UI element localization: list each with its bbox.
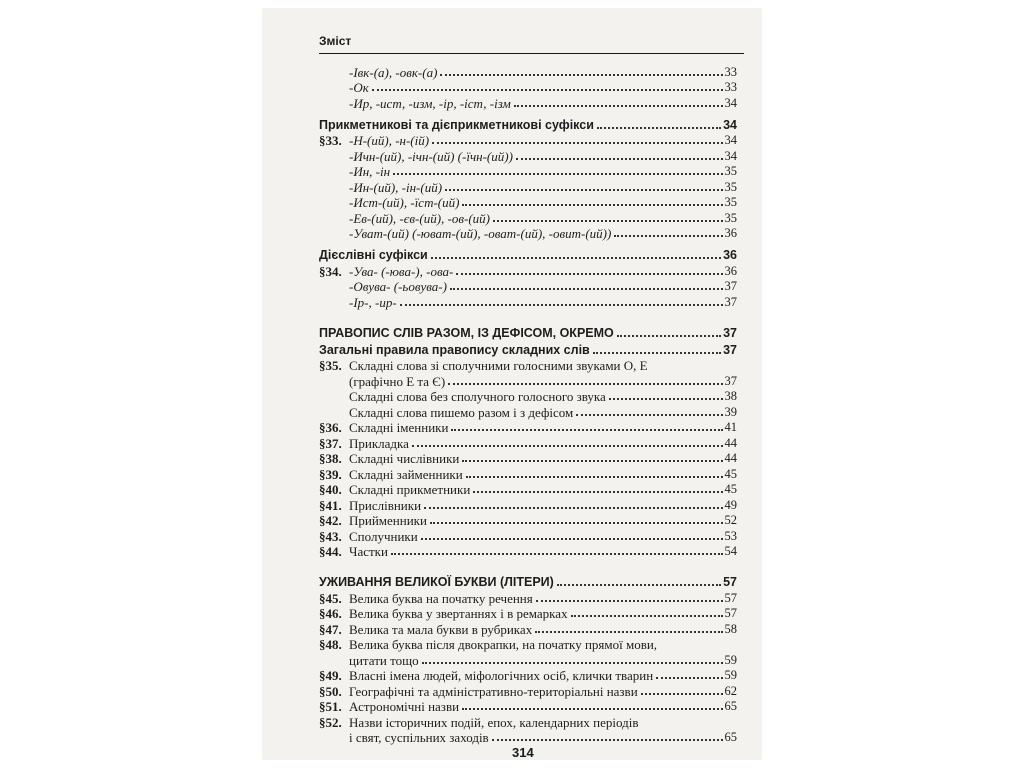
toc-paragraph-number: §40. bbox=[319, 482, 342, 497]
toc-page: 37 bbox=[724, 279, 737, 293]
toc-entry-label: Назви історичних подій, епох, календарних періодів bbox=[349, 714, 639, 730]
toc-entry-label: -Ува- (-юва-), -ова- bbox=[349, 263, 454, 279]
toc-entry-35-line2[interactable] bbox=[319, 373, 737, 389]
toc-paragraph-number: §47. bbox=[319, 621, 342, 637]
toc-entry-label: Велика буква після двокрапки, на початку прямої мови, bbox=[349, 637, 658, 652]
toc-heading-adjective-suffixes[interactable] bbox=[319, 116, 737, 133]
toc-entry[interactable] bbox=[319, 497, 737, 513]
toc-entry-label: Велика буква у звертаннях і в ремарках bbox=[349, 606, 568, 621]
leader-dots bbox=[656, 677, 722, 679]
toc-section-capital-letter[interactable] bbox=[319, 573, 737, 590]
toc-entry-label: і свят, суспільних заходів bbox=[349, 730, 489, 745]
leader-dots bbox=[440, 74, 722, 76]
toc-page: 58 bbox=[724, 621, 737, 636]
leader-dots bbox=[576, 414, 722, 416]
leader-dots bbox=[430, 522, 723, 524]
toc-entry[interactable] bbox=[319, 451, 737, 467]
toc-paragraph-number: §36. bbox=[319, 420, 342, 435]
leader-dots bbox=[617, 335, 721, 337]
toc-page: 35 bbox=[724, 195, 737, 209]
book-page bbox=[262, 8, 762, 760]
toc-entry[interactable] bbox=[319, 699, 737, 715]
toc-entry[interactable] bbox=[319, 210, 737, 226]
toc-entry-label: Складні слова без сполучного голосного звука bbox=[349, 389, 606, 404]
toc-page: 36 bbox=[724, 263, 737, 278]
toc-heading-label: Дієслівні суфікси bbox=[319, 248, 428, 262]
toc-page: 36 bbox=[723, 248, 737, 262]
page-number: 314 bbox=[512, 745, 534, 760]
toc-page: 62 bbox=[724, 683, 737, 698]
toc-page: 57 bbox=[724, 590, 737, 605]
toc-entry[interactable] bbox=[319, 95, 737, 111]
leader-dots bbox=[422, 662, 723, 664]
toc-entry[interactable] bbox=[319, 435, 737, 451]
toc-entry-label: -Ир, -ист, -изм, -ір, -іст, -ізм bbox=[349, 95, 511, 111]
toc-entry-label: -Н-(ий), -н-(ій) bbox=[349, 133, 430, 148]
toc-page: 34 bbox=[724, 148, 737, 163]
leader-dots bbox=[451, 429, 722, 431]
toc-page: 59 bbox=[724, 652, 737, 667]
toc-page: 37 bbox=[724, 373, 737, 388]
leader-dots bbox=[614, 235, 722, 237]
toc-paragraph-number: §43. bbox=[319, 528, 342, 544]
toc-group-capital-a bbox=[319, 590, 737, 637]
leader-dots bbox=[412, 445, 723, 447]
toc-paragraph-number: §33. bbox=[319, 133, 342, 148]
leader-dots bbox=[462, 204, 722, 206]
toc-page: 53 bbox=[724, 528, 737, 543]
toc-entry-52-line1[interactable] bbox=[319, 714, 737, 730]
leader-dots bbox=[557, 584, 721, 586]
leader-dots bbox=[536, 600, 723, 602]
toc-page: 52 bbox=[724, 513, 737, 527]
toc-entry[interactable] bbox=[319, 606, 737, 622]
leader-dots bbox=[641, 693, 723, 695]
leader-dots bbox=[424, 507, 722, 509]
leader-dots bbox=[448, 383, 722, 385]
leader-dots bbox=[393, 173, 722, 175]
toc-page: 35 bbox=[724, 179, 737, 194]
toc-group-verb bbox=[319, 263, 737, 310]
toc-entry-label: -Ев-(ий), -єв-(ий), -ов-(ий) bbox=[349, 210, 490, 226]
leader-dots bbox=[445, 189, 722, 191]
toc-heading-compound-rules[interactable] bbox=[319, 341, 737, 358]
toc-entry-label: -Ок bbox=[349, 80, 369, 95]
toc-page: 38 bbox=[724, 389, 737, 403]
toc-entry-label: -Ин, -ін bbox=[349, 164, 391, 179]
header-rule bbox=[319, 53, 744, 54]
toc-entry[interactable] bbox=[319, 513, 737, 529]
toc-entry[interactable] bbox=[319, 80, 737, 96]
toc-page: 35 bbox=[724, 164, 737, 178]
toc-entry-label: Складні займенники bbox=[349, 466, 463, 482]
toc-entry-label: -Ір-, -ир- bbox=[349, 294, 397, 310]
leader-dots bbox=[492, 739, 723, 741]
toc-page: 44 bbox=[724, 451, 737, 465]
toc-paragraph-number: §45. bbox=[319, 590, 342, 606]
toc-entry-label: Прийменники bbox=[349, 513, 427, 528]
toc-entry[interactable] bbox=[319, 621, 737, 637]
leader-dots bbox=[466, 476, 723, 478]
toc-entry[interactable] bbox=[319, 195, 737, 211]
toc-paragraph-number: §42. bbox=[319, 513, 342, 528]
toc-paragraph-number: §51. bbox=[319, 699, 342, 714]
toc-entry-label: Велика та мала букви в рубриках bbox=[349, 621, 533, 637]
toc-entry-label: -Уват-(ий) (-юват-(ий), -оват-(ий), -овит-(ий)) bbox=[349, 226, 612, 241]
toc-paragraph-number: §37. bbox=[319, 435, 342, 451]
toc-page: 59 bbox=[724, 668, 737, 682]
toc-entry[interactable] bbox=[319, 294, 737, 310]
leader-dots bbox=[597, 127, 721, 129]
toc-entry-48-line2[interactable] bbox=[319, 652, 737, 668]
toc-entry[interactable] bbox=[319, 420, 737, 436]
leader-dots bbox=[609, 398, 723, 400]
toc-page: 34 bbox=[724, 95, 737, 110]
leader-dots bbox=[421, 538, 723, 540]
toc-entry-35-line1[interactable] bbox=[319, 358, 737, 374]
toc-paragraph-number: §49. bbox=[319, 668, 342, 683]
toc-page: 34 bbox=[723, 117, 737, 132]
toc-entry-label: Складні прикметники bbox=[349, 482, 471, 497]
toc-paragraph-number: §52. bbox=[319, 714, 342, 730]
toc-entry-label: -Ичн-(ий), -ічн-(ий) (-їчн-(ий)) bbox=[349, 148, 513, 164]
table-of-contents bbox=[319, 64, 737, 745]
toc-group-adjective bbox=[319, 133, 737, 242]
leader-dots bbox=[493, 220, 723, 222]
toc-entry-label: Прикладка bbox=[349, 435, 409, 451]
running-header: Зміст bbox=[319, 34, 352, 48]
toc-heading-label: Прикметникові та дієприкметникові суфікси bbox=[319, 117, 594, 132]
toc-paragraph-number: §39. bbox=[319, 466, 342, 482]
toc-entry-48-line1[interactable] bbox=[319, 637, 737, 653]
toc-entry-label: Астрономічні назви bbox=[349, 699, 460, 714]
leader-dots bbox=[462, 708, 722, 710]
toc-page: 65 bbox=[724, 699, 737, 713]
toc-entry[interactable] bbox=[319, 544, 737, 560]
toc-paragraph-number: §41. bbox=[319, 497, 342, 513]
toc-paragraph-number: §35. bbox=[319, 358, 342, 373]
toc-page: 44 bbox=[724, 435, 737, 450]
leader-dots bbox=[571, 615, 723, 617]
toc-entry-label: Частки bbox=[349, 544, 388, 559]
toc-entry[interactable] bbox=[319, 263, 737, 279]
toc-page: 33 bbox=[724, 80, 737, 94]
toc-paragraph-number: §46. bbox=[319, 606, 342, 621]
toc-entry[interactable] bbox=[319, 64, 737, 80]
toc-paragraph-number: §38. bbox=[319, 451, 342, 466]
toc-page: 39 bbox=[724, 404, 737, 419]
toc-entry[interactable] bbox=[319, 179, 737, 195]
toc-section-label: УЖИВАННЯ ВЕЛИКОЇ БУКВИ (ЛІТЕРИ) bbox=[319, 575, 554, 589]
toc-entry[interactable] bbox=[319, 404, 737, 420]
toc-entry[interactable] bbox=[319, 590, 737, 606]
toc-page: 57 bbox=[724, 606, 737, 620]
toc-entry-label: (графічно Е та Є) bbox=[349, 373, 446, 389]
toc-entry-label: -Овува- (-ьовува-) bbox=[349, 279, 447, 294]
toc-page: 41 bbox=[724, 420, 737, 434]
toc-entry[interactable] bbox=[319, 226, 737, 242]
toc-page: 37 bbox=[724, 294, 737, 309]
leader-dots bbox=[456, 273, 722, 275]
toc-entry-label: Власні імена людей, міфологічних осіб, клички тварин bbox=[349, 668, 654, 683]
toc-entry-label: Географічні та адміністративно-територіальні назви bbox=[349, 683, 638, 699]
toc-entry[interactable] bbox=[319, 133, 737, 149]
toc-entry-label: цитати тощо bbox=[349, 652, 419, 668]
leader-dots bbox=[400, 304, 723, 306]
toc-entry-label: Велика буква на початку речення bbox=[349, 590, 533, 606]
toc-paragraph-number: §50. bbox=[319, 683, 342, 699]
leader-dots bbox=[514, 105, 723, 107]
toc-entry-label: Складні іменники bbox=[349, 420, 449, 435]
toc-group-capital-b bbox=[319, 668, 737, 715]
toc-entry[interactable] bbox=[319, 279, 737, 295]
toc-entry[interactable] bbox=[319, 466, 737, 482]
toc-heading-label: Загальні правила правопису складних слів bbox=[319, 342, 590, 357]
toc-group-noun-suffixes bbox=[319, 64, 737, 111]
toc-page: 33 bbox=[724, 64, 737, 79]
toc-group-compound bbox=[319, 389, 737, 560]
toc-entry-label: Складні числівники bbox=[349, 451, 460, 466]
toc-entry-label: -Ист-(ий), -їст-(ий) bbox=[349, 195, 460, 210]
toc-entry[interactable] bbox=[319, 668, 737, 684]
leader-dots bbox=[516, 158, 723, 160]
toc-entry[interactable] bbox=[319, 164, 737, 180]
leader-dots bbox=[372, 89, 723, 91]
toc-paragraph-number: §34. bbox=[319, 263, 342, 279]
toc-entry-label: Складні слова пишемо разом і з дефісом bbox=[349, 404, 574, 420]
toc-page: 45 bbox=[724, 482, 737, 496]
toc-entry-label: Сполучники bbox=[349, 528, 418, 544]
leader-dots bbox=[593, 352, 721, 354]
toc-page: 37 bbox=[723, 325, 737, 340]
toc-entry[interactable] bbox=[319, 683, 737, 699]
toc-paragraph-number: §44. bbox=[319, 544, 342, 559]
toc-page: 65 bbox=[724, 730, 737, 744]
leader-dots bbox=[462, 460, 722, 462]
toc-entry-label: -Ин-(ий), -ін-(ий) bbox=[349, 179, 443, 195]
leader-dots bbox=[473, 491, 722, 493]
toc-entry-52-line2[interactable] bbox=[319, 730, 737, 746]
leader-dots bbox=[431, 257, 721, 259]
toc-entry[interactable] bbox=[319, 148, 737, 164]
toc-entry-label: -Івк-(а), -овк-(а) bbox=[349, 64, 438, 80]
toc-section-label: ПРАВОПИС СЛІВ РАЗОМ, ІЗ ДЕФІСОМ, ОКРЕМО bbox=[319, 325, 614, 340]
leader-dots bbox=[535, 631, 722, 633]
toc-page: 36 bbox=[724, 226, 737, 240]
toc-entry[interactable] bbox=[319, 482, 737, 498]
leader-dots bbox=[450, 288, 723, 290]
toc-entry[interactable] bbox=[319, 528, 737, 544]
toc-section-compound-spelling[interactable] bbox=[319, 324, 737, 341]
toc-page: 35 bbox=[724, 210, 737, 225]
leader-dots bbox=[432, 142, 722, 144]
toc-page: 45 bbox=[724, 466, 737, 481]
toc-paragraph-number: §48. bbox=[319, 637, 342, 652]
toc-heading-verb-suffixes[interactable] bbox=[319, 246, 737, 263]
toc-page: 54 bbox=[724, 544, 737, 558]
toc-entry-label: Прислівники bbox=[349, 497, 422, 513]
toc-page: 34 bbox=[724, 133, 737, 147]
leader-dots bbox=[391, 553, 723, 555]
toc-page: 49 bbox=[724, 497, 737, 512]
toc-entry-label: Складні слова зі сполучними голосними звуками О, Е bbox=[349, 358, 648, 373]
toc-entry[interactable] bbox=[319, 389, 737, 405]
toc-page: 37 bbox=[723, 342, 737, 357]
toc-page: 57 bbox=[723, 575, 737, 589]
